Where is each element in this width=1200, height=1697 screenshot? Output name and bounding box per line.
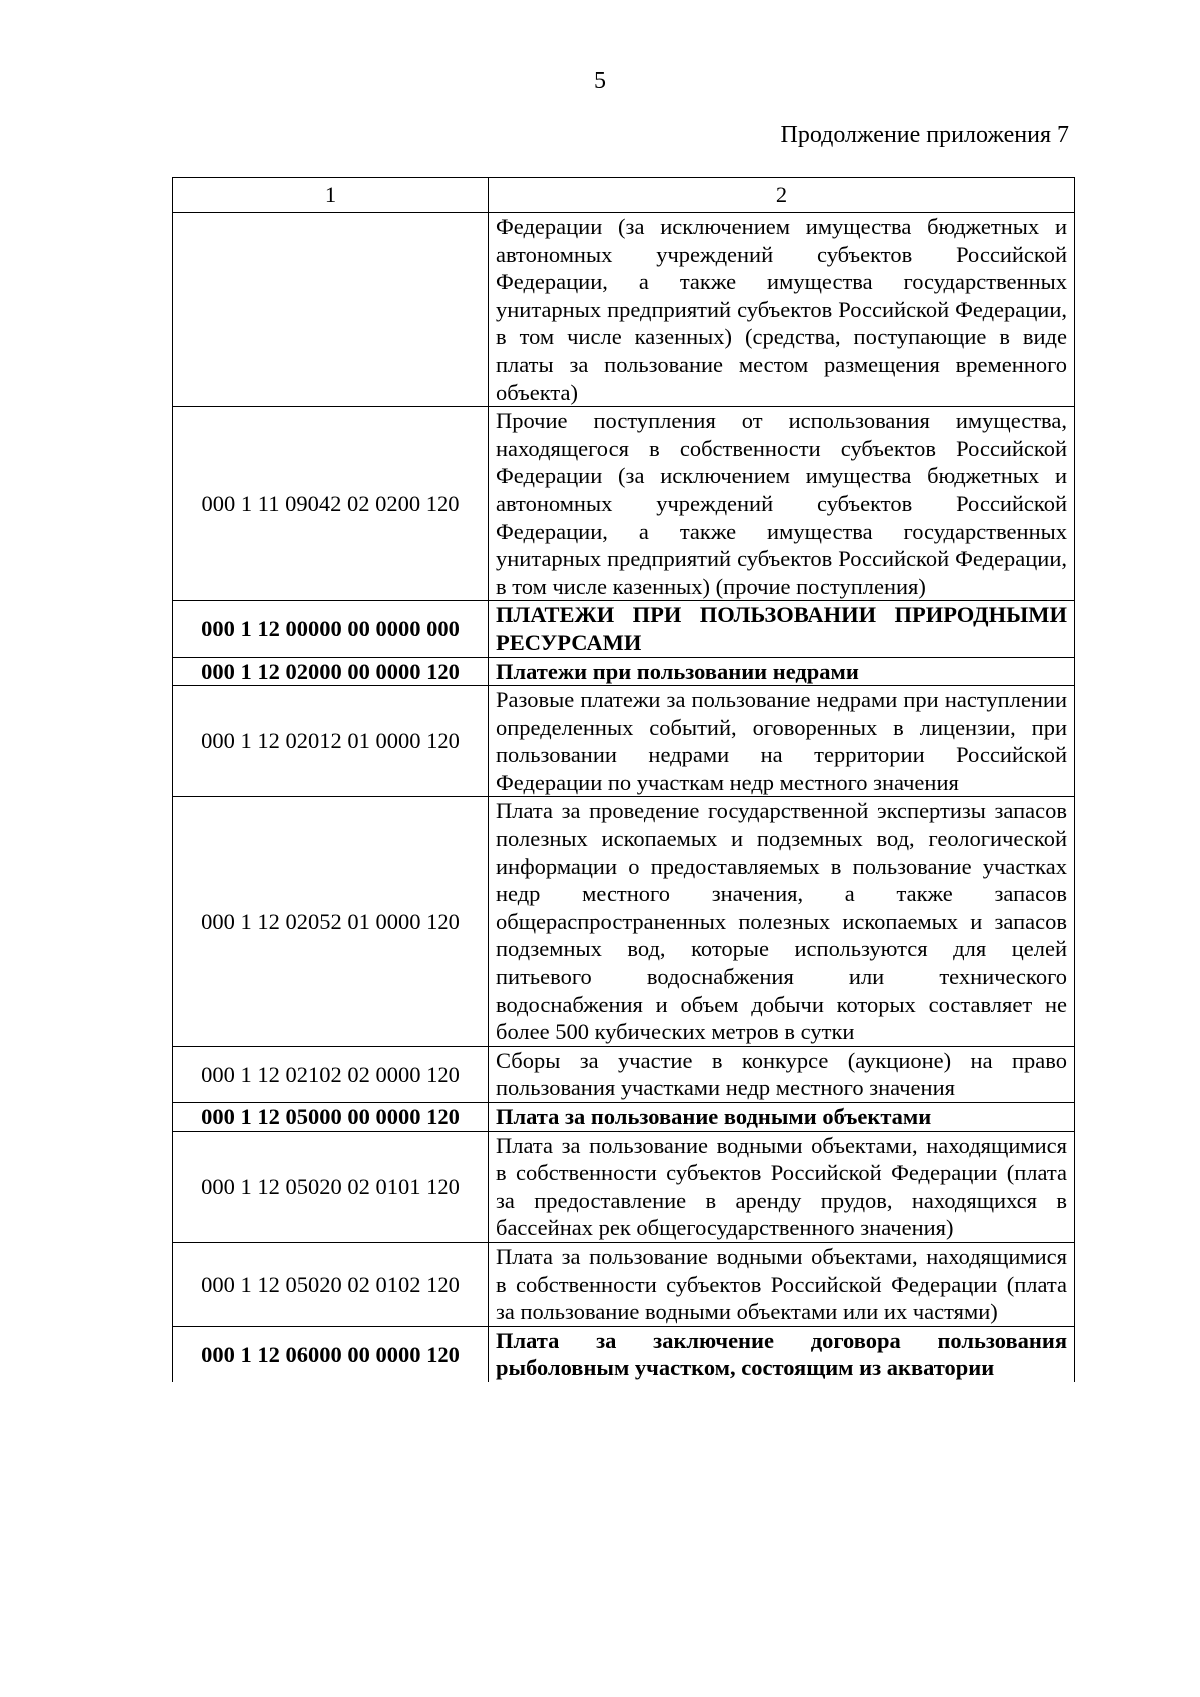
column-header-1: 1 [173,178,489,213]
table-row [173,601,1075,657]
row-code: 000 1 12 05020 02 0102 120 [173,1242,489,1326]
row-description: Плата за пользование водными объектами [489,1103,1075,1132]
row-code: 000 1 12 06000 00 0000 120 [173,1326,489,1382]
row-description: Сборы за участие в конкурсе (аукционе) на право пользования участками недр местного значения [489,1046,1075,1102]
row-description: Плата за пользование водными объектами, находящимися в собственности субъектов Российской Федерации (плата за предоставление в аренду прудов, находящихся в бассейнах рек общегосударственного значения) [489,1131,1075,1242]
row-code: 000 1 12 02052 01 0000 120 [173,797,489,1046]
table-row [173,1046,1075,1102]
table-row [173,1103,1075,1132]
budget-classification-table [172,177,1075,1382]
row-code: 000 1 12 05000 00 0000 120 [173,1103,489,1132]
table-row [173,657,1075,686]
table-row [173,213,1075,407]
row-description: Платежи при пользовании недрами [489,657,1075,686]
row-code: 000 1 11 09042 02 0200 120 [173,407,489,601]
row-code: 000 1 12 00000 00 0000 000 [173,601,489,657]
row-code: 000 1 12 02102 02 0000 120 [173,1046,489,1102]
row-code: 000 1 12 02012 01 0000 120 [173,686,489,797]
table-header-row [173,178,1075,213]
table-row [173,1131,1075,1242]
row-description: Прочие поступления от использования имущества, находящегося в собственности субъектов Российской Федерации (за исключением имущества бюджетных и автономных учреждений субъектов Российской Федерации, а также имущества государственных унитарных предприятий субъектов Российской Федерации, в том числе казенных) (прочие поступления) [489,407,1075,601]
table-row [173,797,1075,1046]
row-description: Плата за пользование водными объектами, находящимися в собственности субъектов Российской Федерации (плата за пользование водными объектами или их частями) [489,1242,1075,1326]
table-row [173,1242,1075,1326]
column-header-2: 2 [489,178,1075,213]
row-description: ПЛАТЕЖИ ПРИ ПОЛЬЗОВАНИИ ПРИРОДНЫМИ РЕСУРСАМИ [489,601,1075,657]
row-description: Разовые платежи за пользование недрами при наступлении определенных событий, оговоренных в лицензии, при пользовании недрами на территории Российской Федерации по участкам недр местного значения [489,686,1075,797]
row-code: 000 1 12 02000 00 0000 120 [173,657,489,686]
row-description: Плата за заключение договора пользования рыболовным участком, состоящим из акватории [489,1326,1075,1382]
table-row [173,686,1075,797]
appendix-title: Продолжение приложения 7 [780,122,1069,148]
row-description: Плата за проведение государственной экспертизы запасов полезных ископаемых и подземных вод, геологической информации о предоставляемых в пользование участках недр местного значения, а также запасов общераспространенных полезных ископаемых и запасов подземных вод, которые используются для целей питьевого водоснабжения или технического водоснабжения и объем добычи которых составляет не более 500 кубических метров в сутки [489,797,1075,1046]
row-code [173,213,489,407]
table-row [173,407,1075,601]
row-description: Федерации (за исключением имущества бюджетных и автономных учреждений субъектов Российской Федерации, а также имущества государственных унитарных предприятий субъектов Российской Федерации, в том числе казенных) (средства, поступающие в виде платы за пользование местом размещения временного объекта) [489,213,1075,407]
row-code: 000 1 12 05020 02 0101 120 [173,1131,489,1242]
table-row [173,1326,1075,1382]
page-number: 5 [594,68,606,94]
